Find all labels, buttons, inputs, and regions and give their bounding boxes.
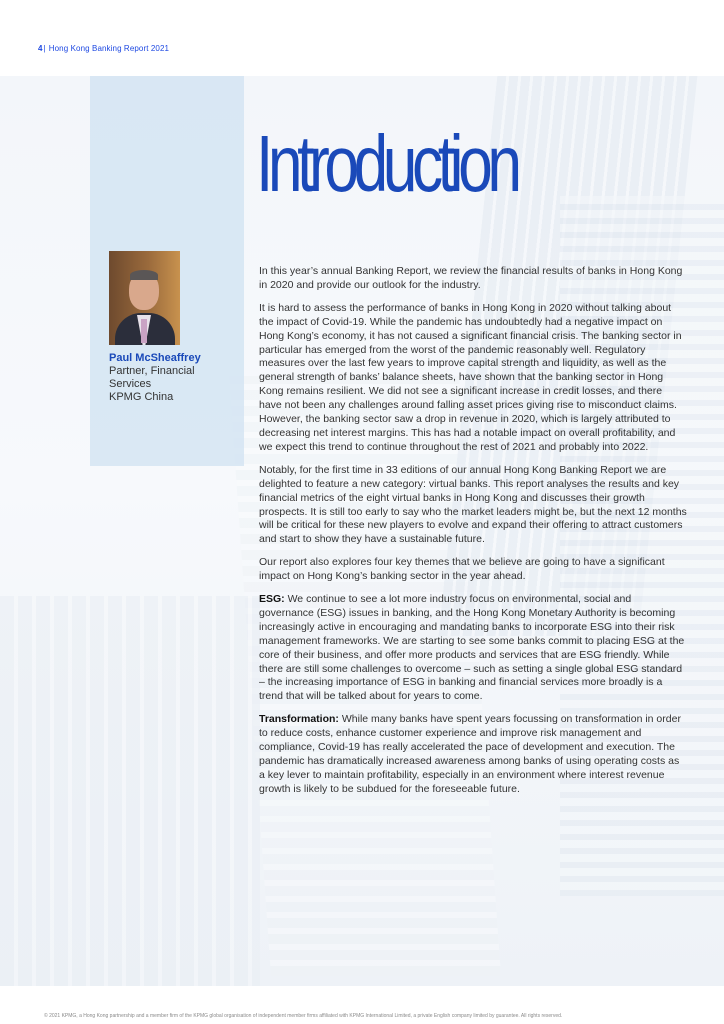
photo-hair xyxy=(130,270,158,280)
header-bar xyxy=(0,0,724,76)
photo-tie xyxy=(141,319,147,343)
page-number: 4 xyxy=(38,44,43,53)
author-role-line2: Services xyxy=(109,378,152,390)
transformation-text: While many banks have spent years focussing on transformation in order to reduce costs, enhance customer experience and improve risk management and compliance, Covid-19 has really accelerated the pace of development and execution. The pandemic has dramatically increased awareness among banks of using operating costs as a key lever to maintain profitability, especially in an environment where interest revenue growth is likely to be subdued for the foreseeable future. xyxy=(259,713,681,795)
paragraph-virtual-banks: Notably, for the first time in 33 editions of our annual Hong Kong Banking Report we are delighted to feature a new category: virtual banks. This report analyses the results and key financial metrics of the eight virtual banks in Hong Kong and discusses their growth prospects. It is still too early to say who the market leaders might be, but the next 12 months will be critical for these new players to evolve and expand their offering to attract customers and start to show they have a sustainable future. xyxy=(259,463,687,546)
footer xyxy=(0,986,724,1024)
author-company: KPMG China xyxy=(109,391,174,403)
footer-copyright: © 2021 KPMG, a Hong Kong partnership and a member firm of the KPMG global organisation of independent member firms affiliated with KPMG International Limited, a private English company limited by guarantee. All rights reserved. xyxy=(44,1013,563,1019)
building-shape xyxy=(0,596,260,986)
transformation-lead: Transformation: xyxy=(259,713,339,726)
page-header xyxy=(38,44,169,53)
author-block xyxy=(109,352,244,404)
esg-lead: ESG: xyxy=(259,593,285,606)
paragraph-esg xyxy=(259,593,687,704)
page-title: Introduction xyxy=(256,119,517,208)
paragraph-covid: It is hard to assess the performance of banks in Hong Kong in 2020 without talking about the impact of Covid-19. While the pandemic has undoubtedly had a negative impact on Hong Kong’s economy, it has not caused a significant financial crisis. The banking sector in particular has emerged from the worst of the pandemic reasonably well. Regulatory measures over the last few years to improve capital strength and liquidity, as well as the general strength of banks’ balance sheets, have shown that the banking sector in Hong Kong remains resilient. We did not see a significant increase in credit losses, and there have not been any challenges around falling asset prices giving rise to misconduct claims. However, the banking sector saw a drop in revenue in 2020, which is largely attributed to decreasing net interest margins. This has had a notable impact on overall profitability, and we expect this trend to continue throughout the rest of 2021 and probably into 2022. xyxy=(259,301,682,453)
paragraph-transformation xyxy=(259,713,687,796)
header-separator: | xyxy=(43,44,46,53)
author-role-line1: Partner, Financial xyxy=(109,365,195,377)
author-photo xyxy=(109,251,180,345)
body-text xyxy=(259,265,687,806)
author-name: Paul McSheaffrey xyxy=(109,352,201,364)
paragraph-intro: In this year’s annual Banking Report, we review the financial results of banks in Hong Kong in 2020 and provide our outlook for the industry. xyxy=(259,265,683,291)
paragraph-themes: Our report also explores four key themes that we believe are going to have a significant impact on Hong Kong’s banking sector in the year ahead. xyxy=(259,556,665,583)
report-title: Hong Kong Banking Report 2021 xyxy=(48,44,170,53)
esg-text: We continue to see a lot more industry focus on environmental, social and governance (ESG) issues in banking, and the Hong Kong Monetary Authority is becoming increasingly active in encouraging and mandating banks to incorporate ESG into their risk management frameworks. We are starting to see some banks commit to placing ESG at the core of their business, and offer more products and services that are ESG friendly. While there are still some challenges to overcome – such as setting a single global ESG standard – the increasing importance of ESG in banking and financial services more broadly is a trend that will be talked about for years to come. xyxy=(259,593,685,703)
